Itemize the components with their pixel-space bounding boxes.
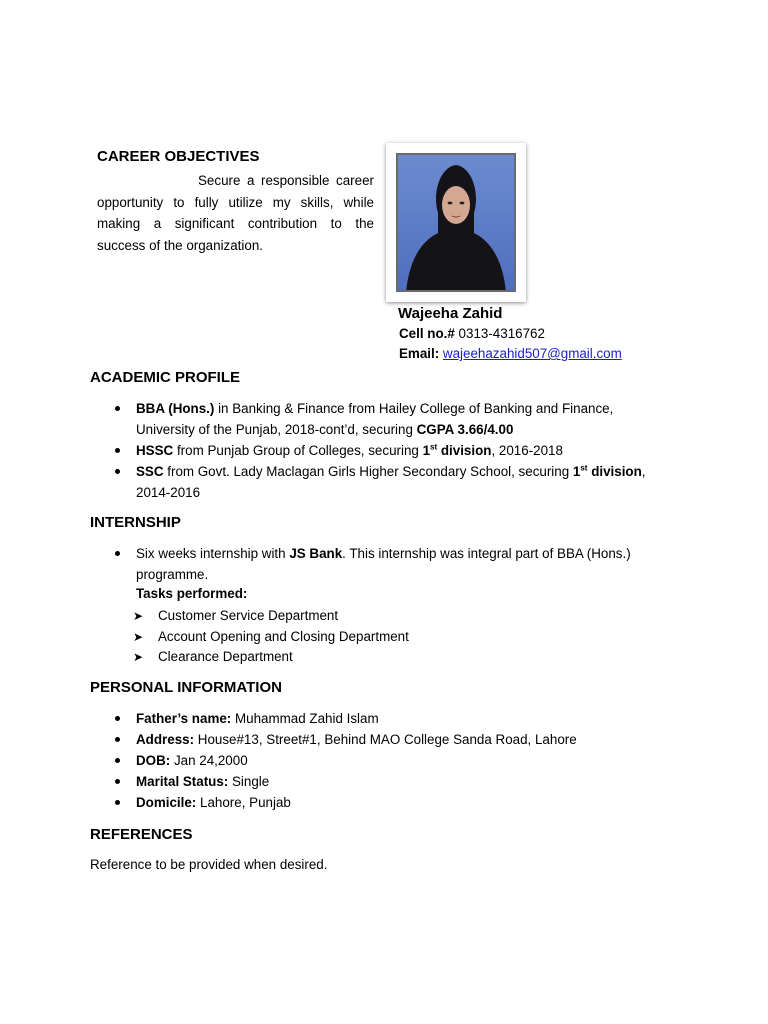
- cell-number: [399, 326, 545, 341]
- email-line: [399, 346, 622, 361]
- personal-information-heading: PERSONAL INFORMATION: [90, 679, 282, 696]
- candidate-name: Wajeeha Zahid: [398, 305, 503, 322]
- academic-item-bba: BBA (Hons.) in Banking & Finance from Hailey College of Banking and Finance, University of the Punjab, 2018-cont’d, securing CGPA 3.66/4.00: [136, 398, 656, 440]
- arrow-bullet-icon: ➤: [133, 650, 144, 664]
- bullet-icon: [115, 758, 120, 763]
- task-item: ➤ Customer Service Department: [158, 606, 409, 627]
- bullet-icon: [115, 716, 120, 721]
- tasks-list: [133, 606, 409, 668]
- internship-item: Six weeks internship with JS Bank. This internship was integral part of BBA (Hons.) programme.: [136, 543, 656, 585]
- personal-item-address: Address: House#13, Street#1, Behind MAO College Sanda Road, Lahore: [136, 729, 696, 750]
- cell-label: Cell no.#: [399, 326, 455, 341]
- academic-profile-heading: ACADEMIC PROFILE: [90, 369, 240, 386]
- personal-item-domicile: Domicile: Lahore, Punjab: [136, 792, 696, 813]
- academic-item-ssc: SSC from Govt. Lady Maclagan Girls Higher Secondary School, securing 1st division, 2014-2016: [136, 461, 656, 503]
- academic-item-hssc: HSSC from Punjab Group of Colleges, securing 1st division, 2016-2018: [136, 440, 656, 461]
- arrow-bullet-icon: ➤: [133, 609, 144, 623]
- career-objectives-body: Secure a responsible career opportunity to fully utilize my skills, while making a significant contribution to the success of the organization.: [97, 173, 374, 253]
- bullet-icon: [115, 448, 120, 453]
- bullet-icon: [115, 551, 120, 556]
- email-link[interactable]: wajeehazahid507@gmail.com: [442, 346, 622, 361]
- personal-item-marital-status: Marital Status: Single: [136, 771, 696, 792]
- profile-photo: [386, 143, 526, 302]
- arrow-bullet-icon: ➤: [133, 629, 144, 644]
- internship-heading: INTERNSHIP: [90, 514, 181, 531]
- personal-item-father: Father’s name: Muhammad Zahid Islam: [136, 708, 696, 729]
- bullet-icon: [115, 737, 120, 742]
- bullet-icon: [115, 779, 120, 784]
- profile-photo-image: [396, 153, 516, 292]
- references-text: Reference to be provided when desired.: [90, 857, 328, 872]
- internship-list: [136, 543, 656, 585]
- task-item: ➤ Account Opening and Closing Department: [158, 627, 409, 648]
- email-label: Email:: [399, 346, 440, 361]
- task-item: ➤ Clearance Department: [158, 647, 409, 668]
- academic-list: [136, 398, 656, 503]
- personal-info-list: [136, 708, 696, 813]
- bullet-icon: [115, 800, 120, 805]
- career-objectives-heading: CAREER OBJECTIVES: [97, 148, 260, 165]
- bullet-icon: [115, 406, 120, 411]
- tasks-performed-label: Tasks performed:: [136, 586, 248, 601]
- bullet-icon: [115, 469, 120, 474]
- personal-item-dob: DOB: Jan 24,2000: [136, 750, 696, 771]
- career-objectives-text: [97, 170, 374, 256]
- references-heading: REFERENCES: [90, 826, 193, 843]
- cell-value: 0313-4316762: [458, 326, 545, 341]
